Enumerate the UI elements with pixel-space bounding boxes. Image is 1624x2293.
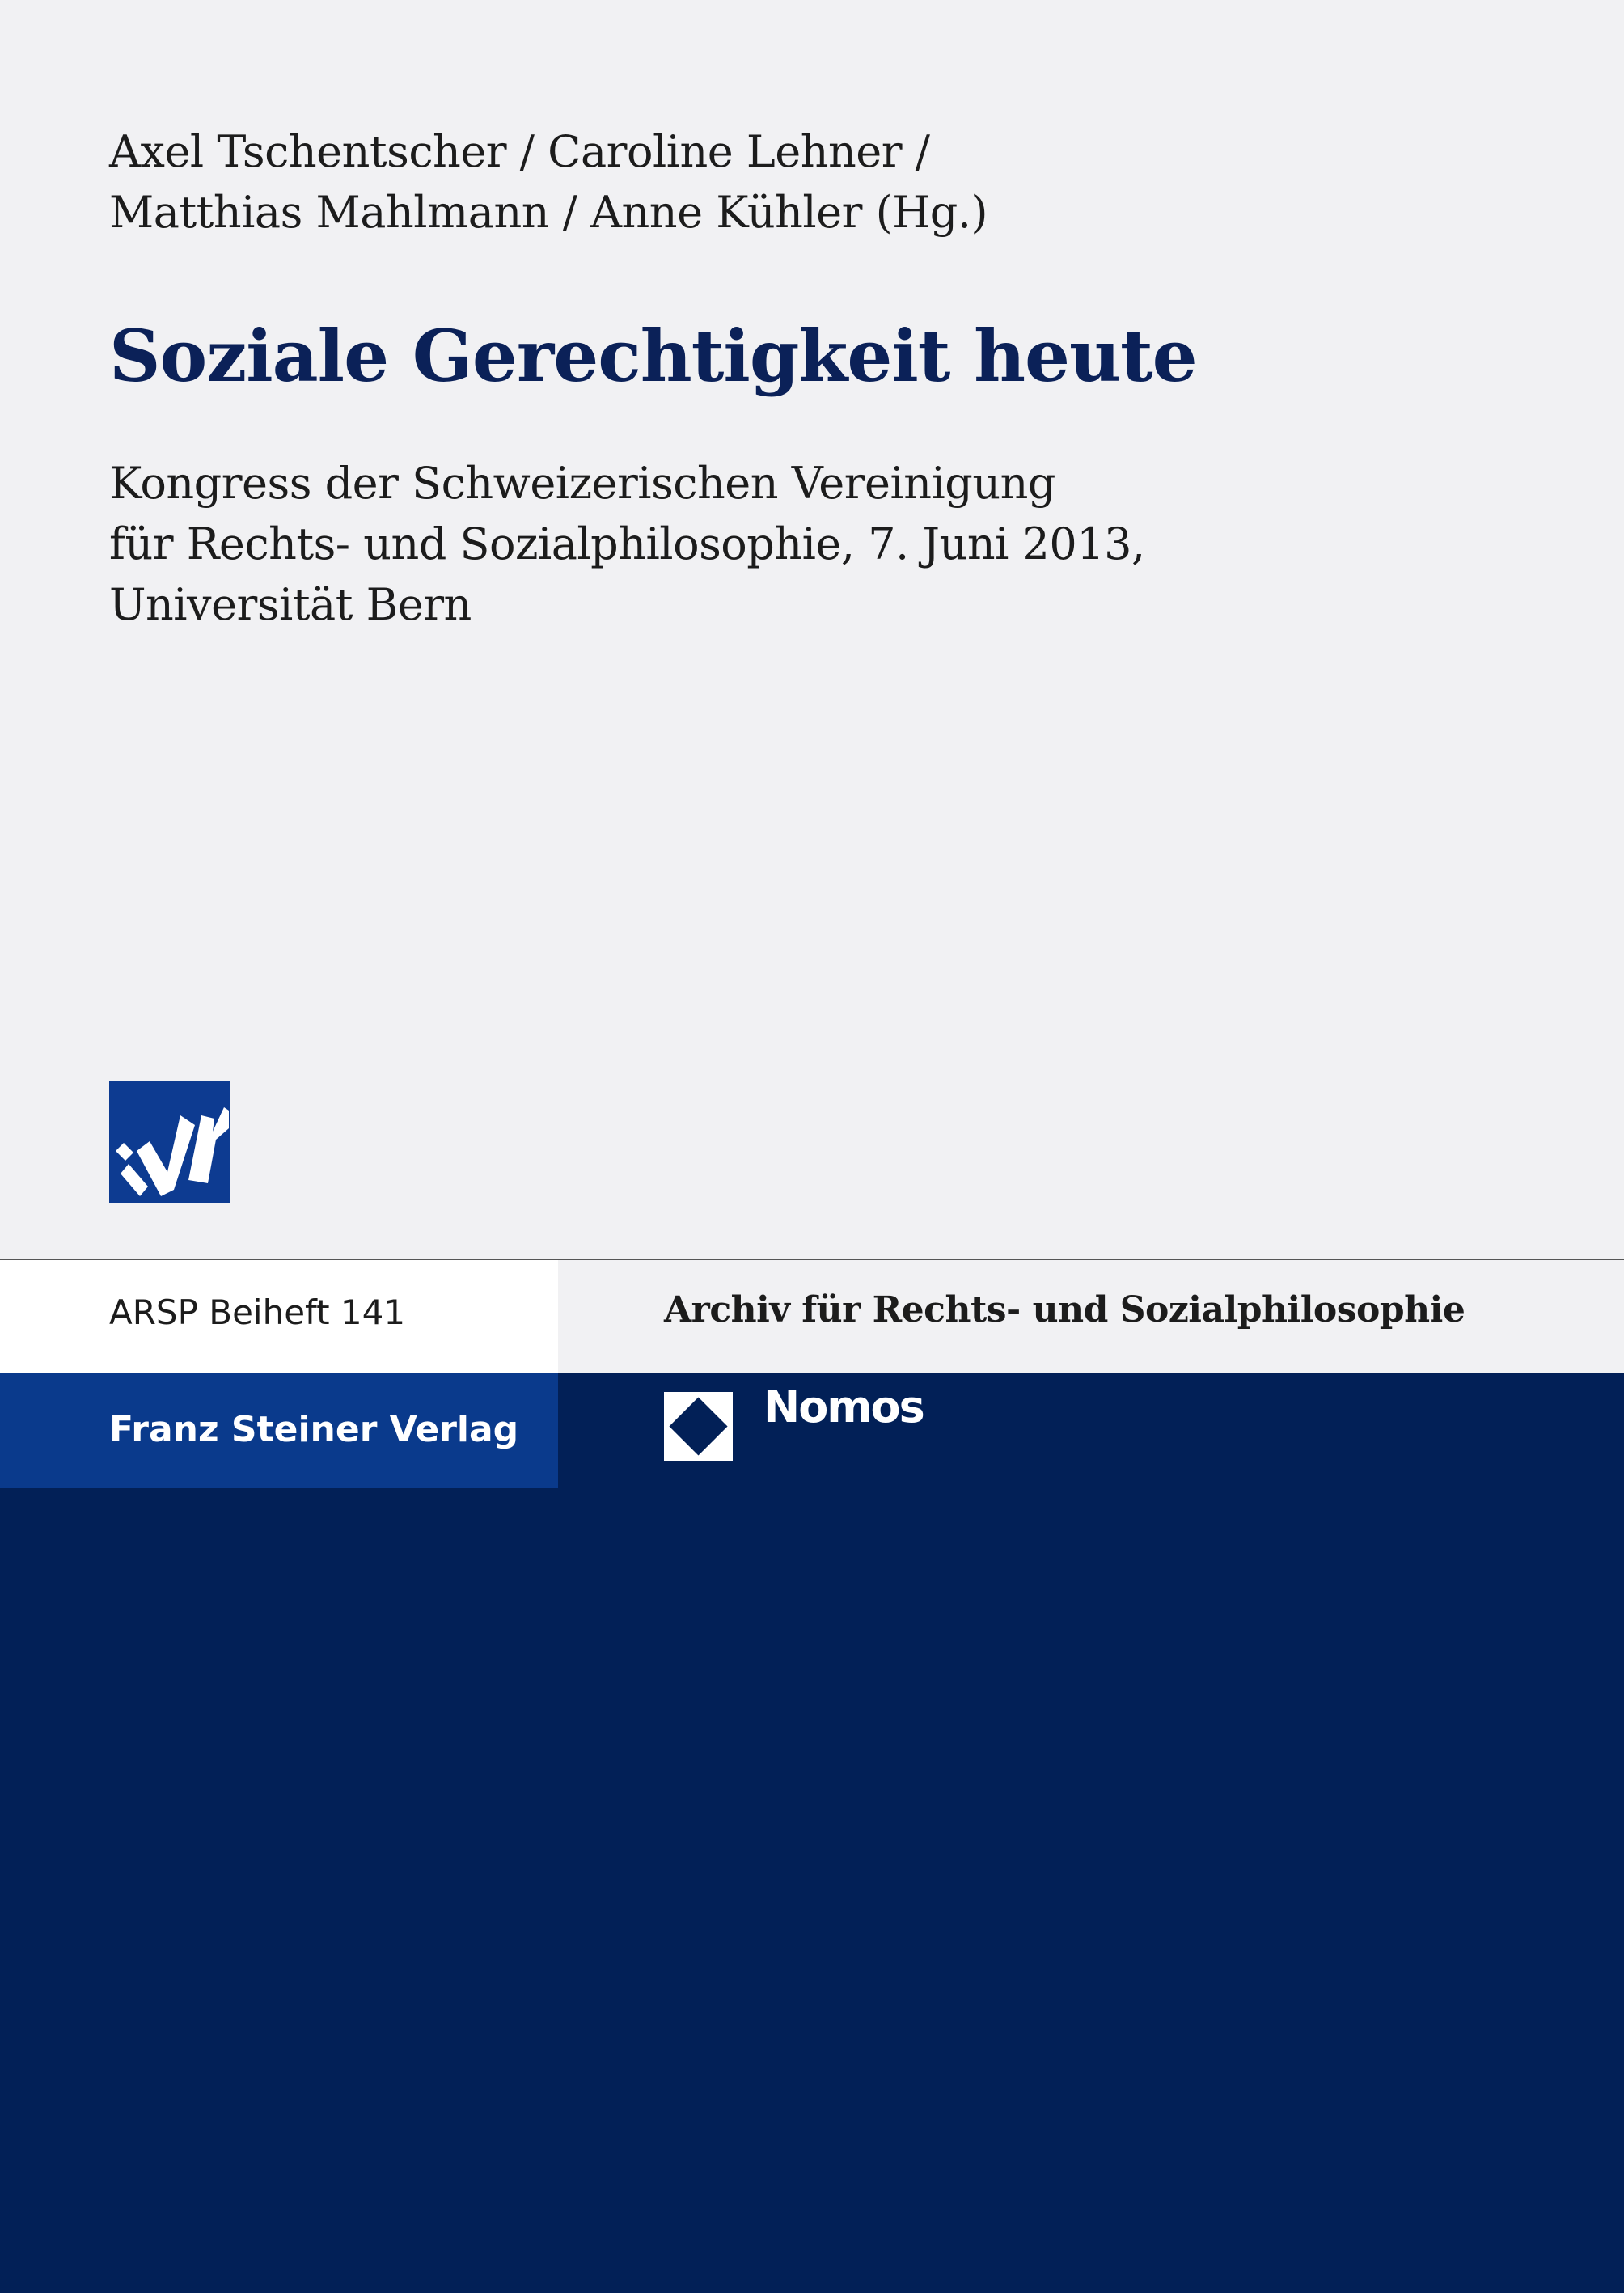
subtitle-line-2: für Rechts- und Sozialphilosophie, 7. Juni 2013, <box>109 518 1145 569</box>
navy-panel <box>558 1373 1624 2293</box>
ivr-logo-graphic <box>111 1083 229 1201</box>
nomos-publisher-name: Nomos <box>763 1381 924 1432</box>
journal-title: Archiv für Rechts- und Sozialphilosophie <box>664 1289 1465 1331</box>
ivr-logo-icon <box>109 1081 230 1203</box>
nomos-logo-icon <box>664 1392 733 1461</box>
authors-line-2: Matthias Mahlmann / Anne Kühler (Hg.) <box>109 187 988 238</box>
series-label: ARSP Beiheft 141 <box>109 1292 406 1332</box>
authors-line-1: Axel Tschentscher / Caroline Lehner / <box>109 126 930 177</box>
nomos-diamond <box>669 1397 727 1455</box>
navy-panel-lower <box>0 1488 558 2293</box>
book-subtitle <box>109 453 1145 635</box>
authors <box>109 121 988 243</box>
subtitle-line-3: Universität Bern <box>109 579 472 630</box>
book-title: Soziale Gerechtigkeit heute <box>109 314 1197 398</box>
subtitle-line-1: Kongress der Schweizerischen Vereinigung <box>109 458 1055 509</box>
steiner-publisher-name: Franz Steiner Verlag <box>109 1409 519 1450</box>
